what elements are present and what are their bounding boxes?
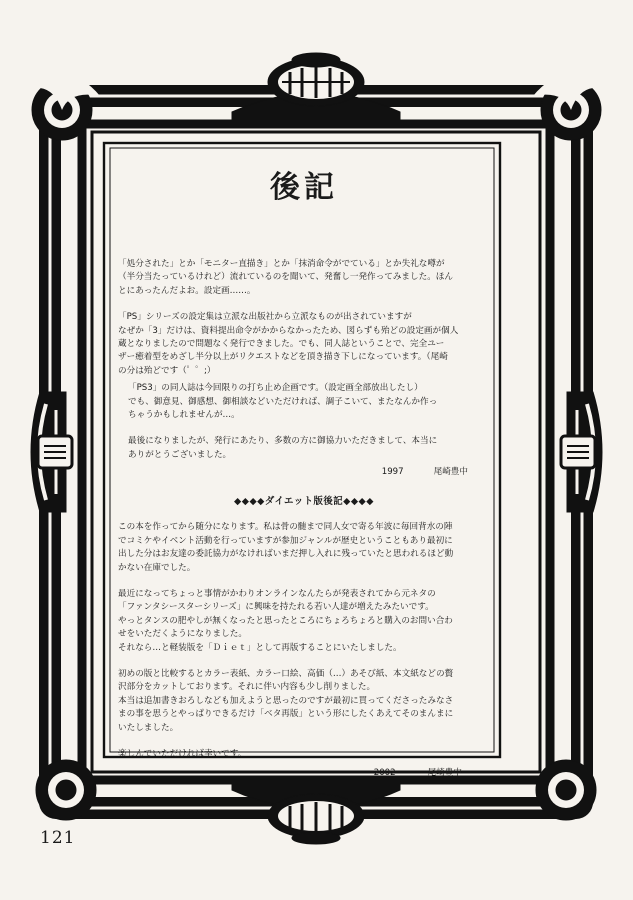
- right-side-ornament: [561, 392, 602, 512]
- corner-ornament-bl: [36, 760, 96, 820]
- signature-line: [118, 466, 490, 479]
- corner-ornament-br: [536, 760, 596, 820]
- paragraph: 最後になりましたが、発行にあたり、多数の方に御協力いただきまして、本当に ありがとうございました。: [128, 436, 438, 460]
- signature-name: 尾崎豊中: [427, 768, 462, 779]
- left-side-ornament: [31, 392, 72, 512]
- signature-line: [118, 767, 490, 780]
- page-title: 後記: [270, 170, 338, 205]
- paragraph: この本を作ってから随分になります。私は骨の髄まで同人女で寄る年波に毎回背水の陣 でコミケやイベント活動を行っていますが参加ジャンルが歴史ということもあり最初に 出した分はお友達の委託協力がなければいまだ押し入れに残っていたと思われるほど動 かない在庫でした。: [118, 522, 454, 573]
- paragraph: 「処分された」とか「モニター直描き」とか「抹消命令がでている」とか失礼な噂が （半分当たっているけれど）流れているのを聞いて、発奮し一発作ってみました。ほん とにあったんだよお。設定画……。: [118, 259, 453, 296]
- paragraph: 「PS3」の同人誌は今回限りの打ち止め企画です。（設定画全部放出したし） でも、御意見、御感想、御相談などいただければ、調子こいて、またなんか作っ ちゃうかもしれませんが…。: [128, 383, 438, 421]
- afterword-text-panel: [118, 152, 490, 779]
- diet-edition-heading: ◆◆◆◆ダイエット版後記◆◆◆◆: [234, 496, 374, 508]
- signature-year: 2002: [373, 768, 396, 779]
- paragraph: 「PS」シリーズの設定集は立派な出版社から立派なものが出されていますが なぜか「3」だけは、資料提出命令がかからなかったため、図らずも殆どの設定画が個人 蔵となりましたので問題なく発行できました。でも、同人誌ということで、完全ユー ザー癒着型をめざし半分以上がリクエストなどを頂き描き下しになっています。（尾崎 の分は殆どです（゜゜;）: [118, 312, 459, 376]
- signature-name: 尾崎豊中: [433, 467, 468, 478]
- signature-year: 1997: [381, 467, 404, 478]
- paragraph: 楽しんでいただければ幸いです。: [118, 748, 247, 759]
- paragraph: 最近になってちょっと事情がかわりオンラインなんたらが発表されてから元ネタの 「ファンタシースターシリーズ」に興味を持たれる若い人達が増えたみたいです。 やっとタンスの肥やしが無くなったと思ったところにちょろちょろと購入のお問い合わ せをいただくようになりました。 それなら…と軽装版を「Ｄｉｅｔ」として再版することにいたしました。: [118, 588, 453, 653]
- page-number: 121: [40, 828, 76, 848]
- paragraph: 初めの版と比較するとカラー表紙、カラー口絵、高価（…）あそび紙、本文紙などの贅 沢部分をカットしております。それに伴い内容も少し削りました。 本当は追加書きおろしなども加えようと思ったのですが最初に買ってくださったみなさ まの事を思うとやっぱりできるだけ「ベタ再版」という形にしたくあえてそのまんまに いたしました。: [118, 668, 454, 733]
